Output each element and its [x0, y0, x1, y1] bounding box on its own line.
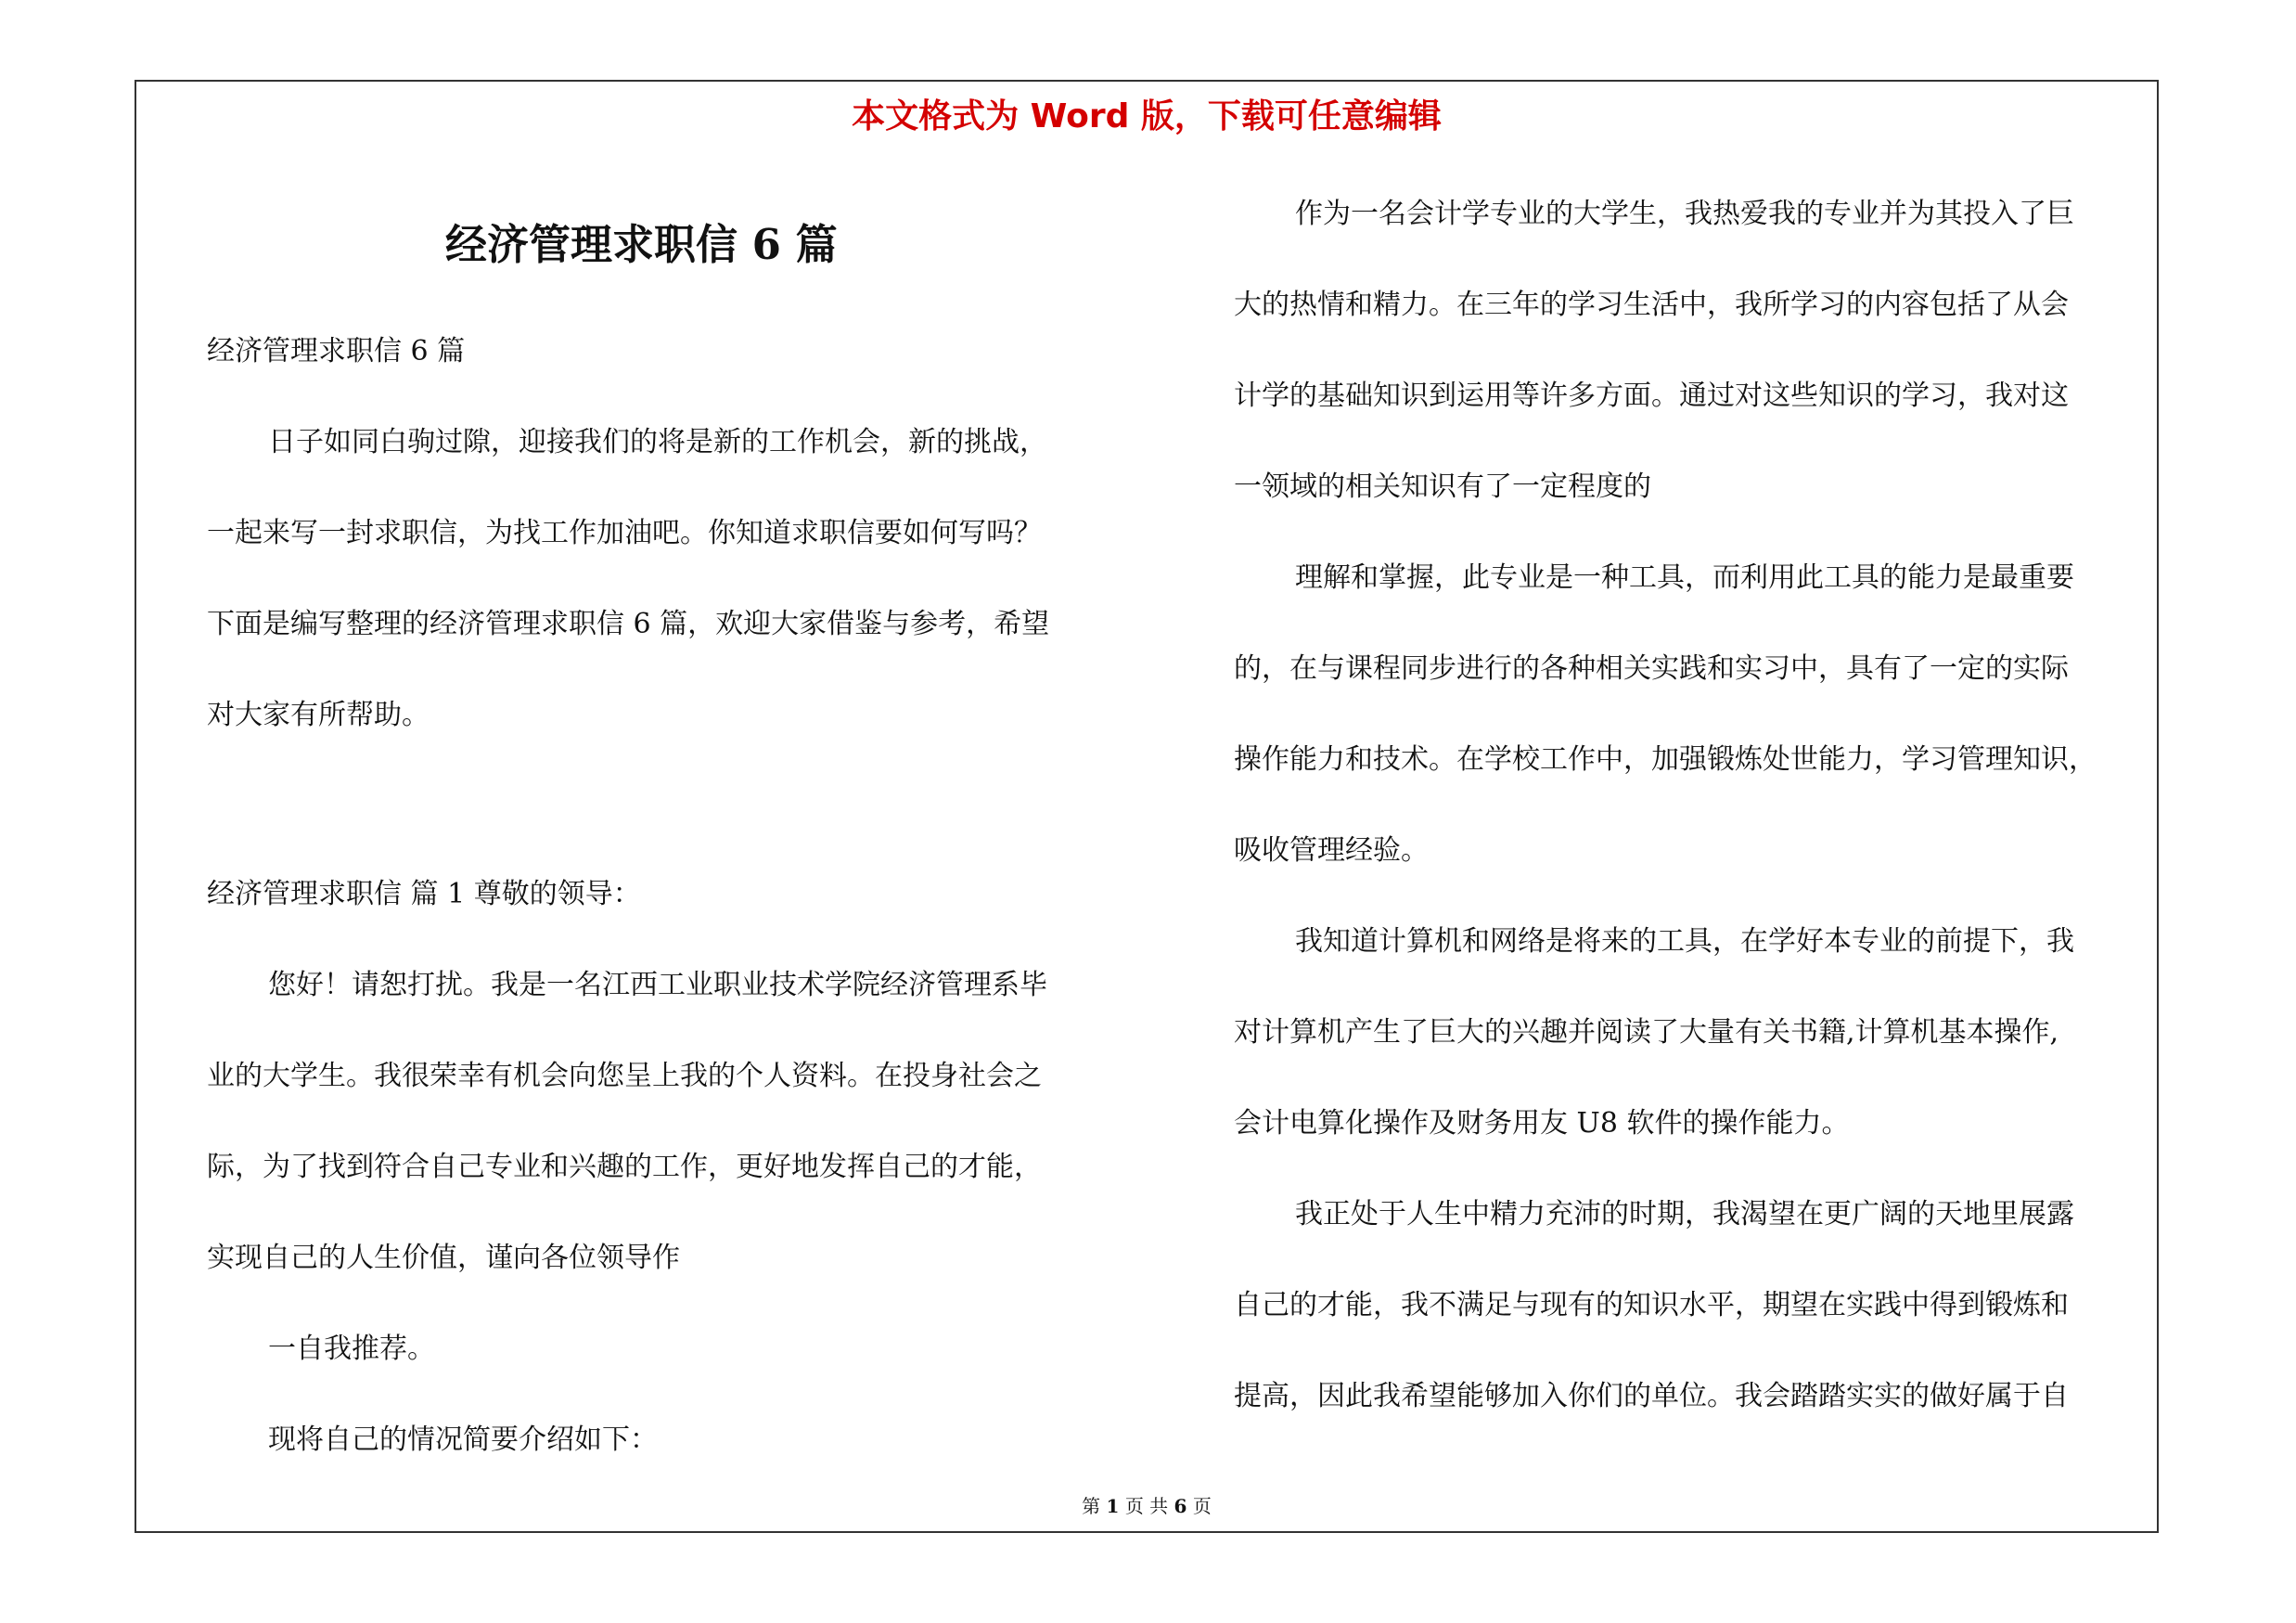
- paragraph-line: 对计算机产生了巨大的兴趣并阅读了大量有关书籍,计算机基本操作,: [1234, 1016, 2059, 1049]
- document-page: [135, 80, 2159, 1533]
- paragraph-line: 作为一名会计学专业的大学生，我热爱我的专业并为其投入了巨: [1295, 198, 2074, 230]
- paragraph-line: 一自我推荐。: [268, 1333, 435, 1365]
- footer-suffix: 页: [1192, 1495, 1212, 1517]
- paragraph-line: 际，为了找到符合自己专业和兴趣的工作，更好地发挥自己的才能，: [207, 1151, 1042, 1183]
- paragraph-line: 您好！请恕打扰。我是一名江西工业职业技术学院经济管理系毕: [268, 969, 1047, 1001]
- paragraph-line: 理解和掌握，此专业是一种工具，而利用此工具的能力是最重要: [1295, 561, 2074, 594]
- paragraph-line: 业的大学生。我很荣幸有机会向您呈上我的个人资料。在投身社会之: [207, 1060, 1042, 1092]
- current-page-number: 1: [1106, 1495, 1120, 1517]
- paragraph-line: 我知道计算机和网络是将来的工具，在学好本专业的前提下，我: [1295, 925, 2074, 958]
- paragraph-line: 一领域的相关知识有了一定程度的: [1234, 470, 1651, 503]
- paragraph-line: 现将自己的情况简要介绍如下：: [268, 1423, 658, 1456]
- document-title: 经济管理求职信 6 篇: [445, 220, 838, 269]
- paragraph-line: 对大家有所帮助。: [207, 699, 430, 731]
- section-heading: 经济管理求职信 篇 1 尊敬的领导：: [207, 878, 641, 910]
- paragraph-line: 会计电算化操作及财务用友 U8 软件的操作能力。: [1234, 1107, 1850, 1140]
- paragraph-line: 提高，因此我希望能够加入你们的单位。我会踏踏实实的做好属于自: [1234, 1380, 2069, 1412]
- paragraph-line: 下面是编写整理的经济管理求职信 6 篇，欢迎大家借鉴与参考，希望: [207, 608, 1050, 640]
- paragraph-line: 我正处于人生中精力充沛的时期，我渴望在更广阔的天地里展露: [1295, 1198, 2074, 1230]
- paragraph-line: 吸收管理经验。: [1234, 834, 1429, 867]
- paragraph-line: 计学的基础知识到运用等许多方面。通过对这些知识的学习，我对这: [1234, 380, 2069, 412]
- paragraph-line: 自己的才能，我不满足与现有的知识水平，期望在实践中得到锻炼和: [1234, 1289, 2069, 1321]
- subtitle-line: 经济管理求职信 6 篇: [207, 335, 466, 367]
- footer-middle: 页 共: [1124, 1495, 1169, 1517]
- paragraph-line: 大的热情和精力。在三年的学习生活中，我所学习的内容包括了从会: [1234, 289, 2069, 321]
- total-page-count: 6: [1174, 1495, 1187, 1517]
- paragraph-line: 一起来写一封求职信，为找工作加油吧。你知道求职信要如何写吗？: [207, 517, 1042, 549]
- footer-prefix: 第: [1082, 1495, 1101, 1517]
- paragraph-line: 实现自己的人生价值，谨向各位领导作: [207, 1242, 680, 1274]
- page-footer: [136, 1491, 2157, 1518]
- paragraph-line: 操作能力和技术。在学校工作中，加强锻炼处世能力，学习管理知识，: [1234, 743, 2097, 776]
- paragraph-line: 的，在与课程同步进行的各种相关实践和实习中，具有了一定的实际: [1234, 652, 2069, 685]
- paragraph-line: 日子如同白驹过隙，迎接我们的将是新的工作机会，新的挑战，: [268, 426, 1047, 458]
- format-banner: 本文格式为 Word 版，下载可任意编辑: [852, 97, 1442, 135]
